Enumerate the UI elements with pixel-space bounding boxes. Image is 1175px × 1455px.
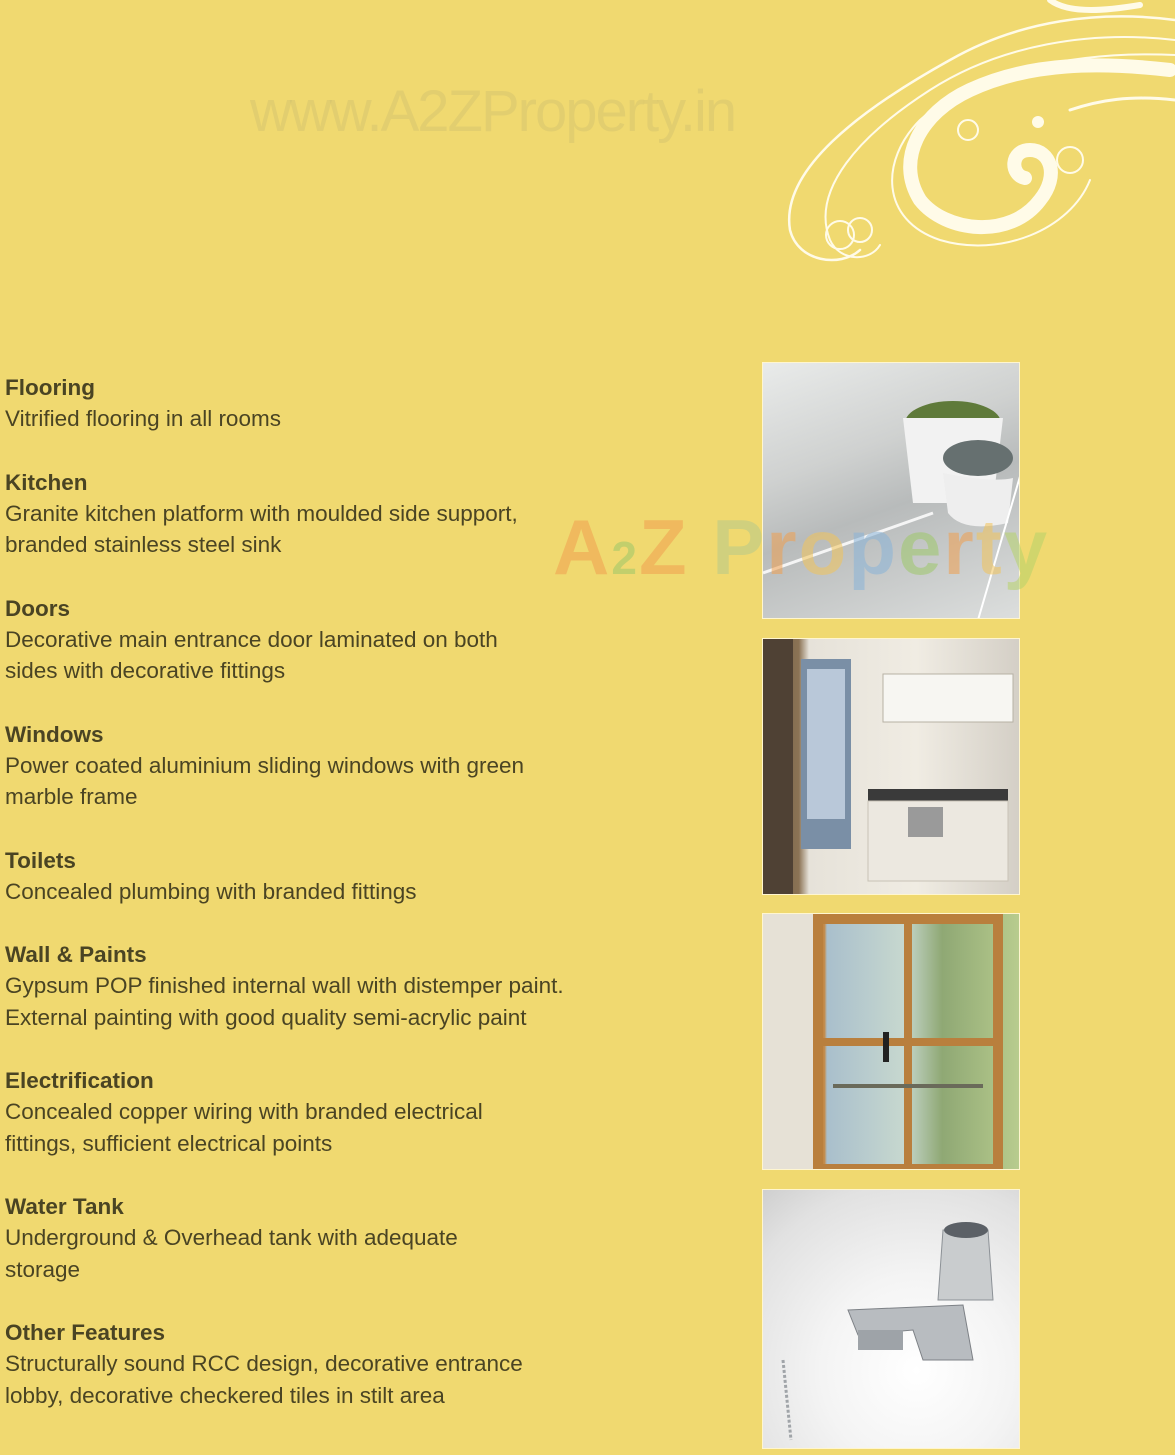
brand-letter: o xyxy=(798,503,849,591)
spec-desc-line: Power coated aluminium sliding windows with green xyxy=(5,752,525,778)
spec-other-features xyxy=(5,1317,625,1411)
spec-title: Wall & Paints xyxy=(5,942,147,967)
spec-electrification xyxy=(5,1065,625,1159)
spec-title: Other Features xyxy=(5,1320,166,1345)
spec-desc-line: sides with decorative fittings xyxy=(5,658,286,683)
brand-letter: e xyxy=(897,503,944,591)
photo-window xyxy=(762,913,1020,1170)
spec-desc-line: Gypsum POP finished internal wall with distemper paint. xyxy=(5,973,564,998)
brand-letter: r xyxy=(766,503,799,591)
brand-letter: t xyxy=(975,503,1004,591)
spec-windows xyxy=(5,719,625,813)
spec-toilets xyxy=(5,845,625,908)
brand-watermark xyxy=(553,502,1049,593)
photo-kitchen xyxy=(762,638,1020,895)
spec-title: Doors xyxy=(5,595,71,621)
spec-desc-line: marble frame xyxy=(5,784,138,809)
spec-desc-line: lobby, decorative checkered tiles in stilt area xyxy=(5,1382,445,1408)
spec-desc-line: Decorative main entrance door laminated on both xyxy=(5,626,498,652)
brand-letter: A xyxy=(553,503,612,591)
spec-title: Flooring xyxy=(5,375,95,400)
spec-desc-line: Concealed copper wiring with branded electrical xyxy=(5,1099,483,1124)
brand-letter: 2 xyxy=(611,532,639,584)
spec-desc-line: fittings, sufficient electrical points xyxy=(5,1130,333,1156)
brand-letter: p xyxy=(848,503,898,591)
window-icon xyxy=(763,914,1020,1170)
spec-flooring xyxy=(5,372,625,435)
spec-desc-line: Granite kitchen platform with moulded side support, xyxy=(5,500,518,526)
brand-letter: P xyxy=(712,503,767,591)
spec-title: Toilets xyxy=(5,847,76,873)
spec-desc-line: Underground & Overhead tank with adequate xyxy=(5,1225,458,1250)
spec-desc-line: storage xyxy=(5,1256,81,1282)
brand-letter: y xyxy=(1003,503,1050,591)
faucet-icon xyxy=(763,1190,1020,1449)
brand-letter: r xyxy=(943,503,976,591)
spec-desc-line: Structurally sound RCC design, decorative entrance xyxy=(5,1351,523,1376)
photo-faucet xyxy=(762,1189,1020,1449)
spec-title: Water Tank xyxy=(5,1194,124,1219)
brand-letter: Z xyxy=(638,503,713,591)
spec-doors xyxy=(5,593,625,687)
spec-desc-line: External painting with good quality semi-acrylic paint xyxy=(5,1004,527,1030)
spec-title: Electrification xyxy=(5,1068,154,1093)
spec-title: Windows xyxy=(5,721,104,747)
website-watermark: www.A2ZProperty.in xyxy=(250,79,736,144)
spec-desc-line: Concealed plumbing with branded fittings xyxy=(5,878,417,904)
specifications-list xyxy=(5,372,625,1443)
spec-kitchen xyxy=(5,467,625,561)
spec-desc-line: Vitrified flooring in all rooms xyxy=(5,406,281,431)
spec-desc-line: branded stainless steel sink xyxy=(5,532,282,557)
decorative-swirl-icon xyxy=(770,0,1175,275)
spec-wall-paints xyxy=(5,939,625,1033)
spec-water-tank xyxy=(5,1191,625,1285)
spec-title: Kitchen xyxy=(5,469,88,495)
kitchen-icon xyxy=(763,639,1020,895)
